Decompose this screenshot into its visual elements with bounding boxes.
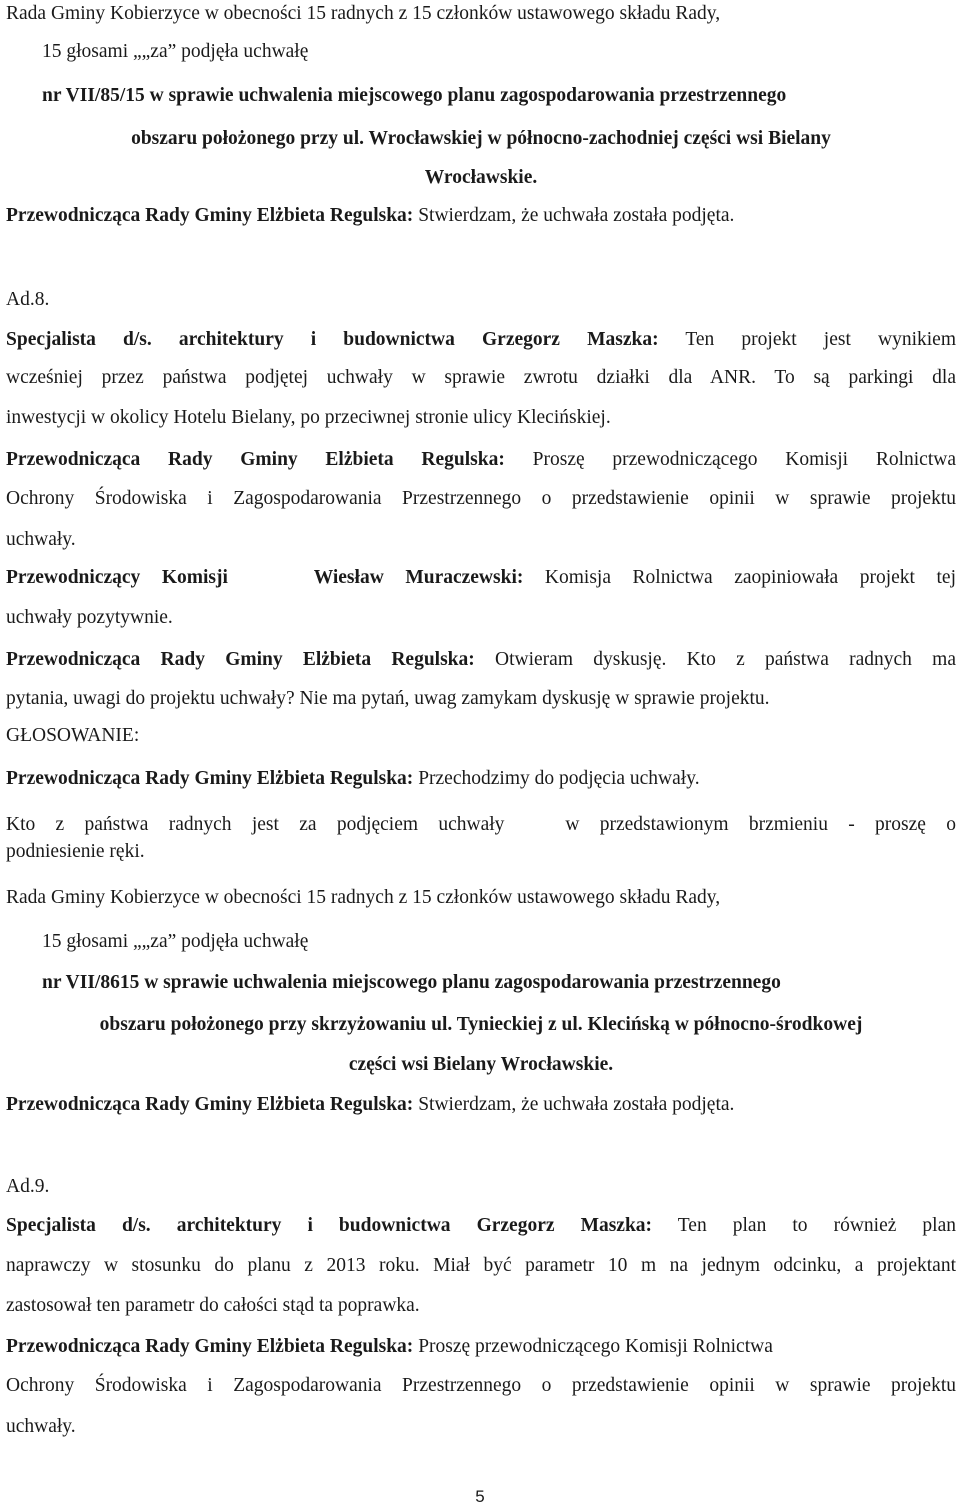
text-line: uchwały pozytywnie. [6, 607, 173, 628]
resolution-title: Wrocławskie. [424, 167, 538, 188]
text-line: Przewodnicząca Rady Gminy Elżbieta Regulska: Przechodzimy do podjęcia uchwały. [6, 768, 700, 789]
resolution-title: obszaru położonego przy ul. Wrocławskiej w północno-zachodniej części wsi Bielany [131, 128, 831, 149]
speaker-name: Przewodnicząca Rady Gminy Elżbieta Regulska: [6, 1336, 414, 1357]
text-line: Przewodnicząca Rady Gminy Elżbieta Regulska: Stwierdzam, że uchwała została podjęta. [6, 205, 735, 226]
text-line: uchwały. [6, 1416, 76, 1437]
text-line: Rada Gminy Kobierzyce w obecności 15 radnych z 15 członków ustawowego składu Rady, [6, 3, 721, 24]
speaker-name: Przewodnicząca Rady Gminy Elżbieta Regulska: [6, 649, 475, 670]
speaker-name: Przewodniczący Komisji Wiesław Muraczewski: [6, 567, 524, 588]
text-line: 15 głosami „„za” podjęła uchwałę [42, 931, 309, 952]
text-line: podniesienie ręki. [6, 841, 145, 862]
text-line: Kto z państwa radnych jest za podjęciem uchwały w przedstawionym brzmieniu - proszę o [6, 814, 956, 835]
speaker-name: Przewodnicząca Rady Gminy Elżbieta Regulska: [6, 449, 505, 470]
text-line: Rada Gminy Kobierzyce w obecności 15 radnych z 15 członków ustawowego składu Rady, [6, 887, 721, 908]
text-line: uchwały. [6, 529, 76, 550]
text-line: Przewodnicząca Rady Gminy Elżbieta Regulska: Proszę przewodniczącego Komisji Rolnictwa [6, 449, 956, 470]
text-line: Przewodnicząca Rady Gminy Elżbieta Regulska: Otwieram dyskusję. Kto z państwa radnych ma [6, 649, 956, 670]
resolution-title: nr VII/8615 w sprawie uchwalenia miejscowego planu zagospodarowania przestrzennego [42, 972, 781, 993]
text-line: naprawczy w stosunku do planu z 2013 roku. Miał być parametr 10 m na jednym odcinku, a projektant [6, 1255, 956, 1276]
text-line: wcześniej przez państwa podjętej uchwały w sprawie zwrotu działki dla ANR. To są parkingi dla [6, 367, 956, 388]
page-number: 5 [475, 1487, 485, 1506]
speaker-name: Przewodnicząca Rady Gminy Elżbieta Regulska: [6, 1094, 414, 1115]
text-line: Specjalista d/s. architektury i budownictwa Grzegorz Maszka: Ten plan to również plan [6, 1215, 956, 1236]
speaker-name: Przewodnicząca Rady Gminy Elżbieta Regulska: [6, 768, 414, 789]
text-line: Przewodnicząca Rady Gminy Elżbieta Regulska: Stwierdzam, że uchwała została podjęta. [6, 1094, 735, 1115]
resolution-title: obszaru położonego przy skrzyżowaniu ul. Tynieckiej z ul. Klecińską w północno-środkowej [99, 1014, 863, 1035]
resolution-title: części wsi Bielany Wrocławskie. [348, 1054, 614, 1075]
speaker-name: Specjalista d/s. architektury i budownictwa Grzegorz Maszka: [6, 329, 659, 350]
text-line: Przewodniczący Komisji Wiesław Muraczewski: Komisja Rolnictwa zaopiniowała projekt tej [6, 567, 956, 588]
text-line: 15 głosami „„za” podjęła uchwałę [42, 41, 309, 62]
text-line: Ochrony Środowiska i Zagospodarowania Przestrzennego o przedstawienie opinii w sprawie projektu [6, 488, 956, 509]
resolution-title: nr VII/85/15 w sprawie uchwalenia miejscowego planu zagospodarowania przestrzennego [42, 85, 787, 106]
agenda-item-heading: Ad.8. [6, 289, 50, 310]
speaker-name: Specjalista d/s. architektury i budownictwa Grzegorz Maszka: [6, 1215, 653, 1236]
voting-heading: GŁOSOWANIE: [6, 725, 140, 746]
agenda-item-heading: Ad.9. [6, 1176, 50, 1197]
text-line: Specjalista d/s. architektury i budownictwa Grzegorz Maszka: Ten projekt jest wynikiem [6, 329, 956, 350]
text-line: inwestycji w okolicy Hotelu Bielany, po przeciwnej stronie ulicy Klecińskiej. [6, 407, 611, 428]
speaker-name: Przewodnicząca Rady Gminy Elżbieta Regulska: [6, 205, 414, 226]
text-line: Przewodnicząca Rady Gminy Elżbieta Regulska: Proszę przewodniczącego Komisji Rolnictwa [6, 1336, 773, 1357]
text-line: pytania, uwagi do projektu uchwały? Nie ma pytań, uwag zamykam dyskusję w sprawie projektu. [6, 688, 770, 709]
text-line: zastosował ten parametr do całości stąd ta poprawka. [6, 1295, 420, 1316]
text-line: Ochrony Środowiska i Zagospodarowania Przestrzennego o przedstawienie opinii w sprawie projektu [6, 1375, 956, 1396]
